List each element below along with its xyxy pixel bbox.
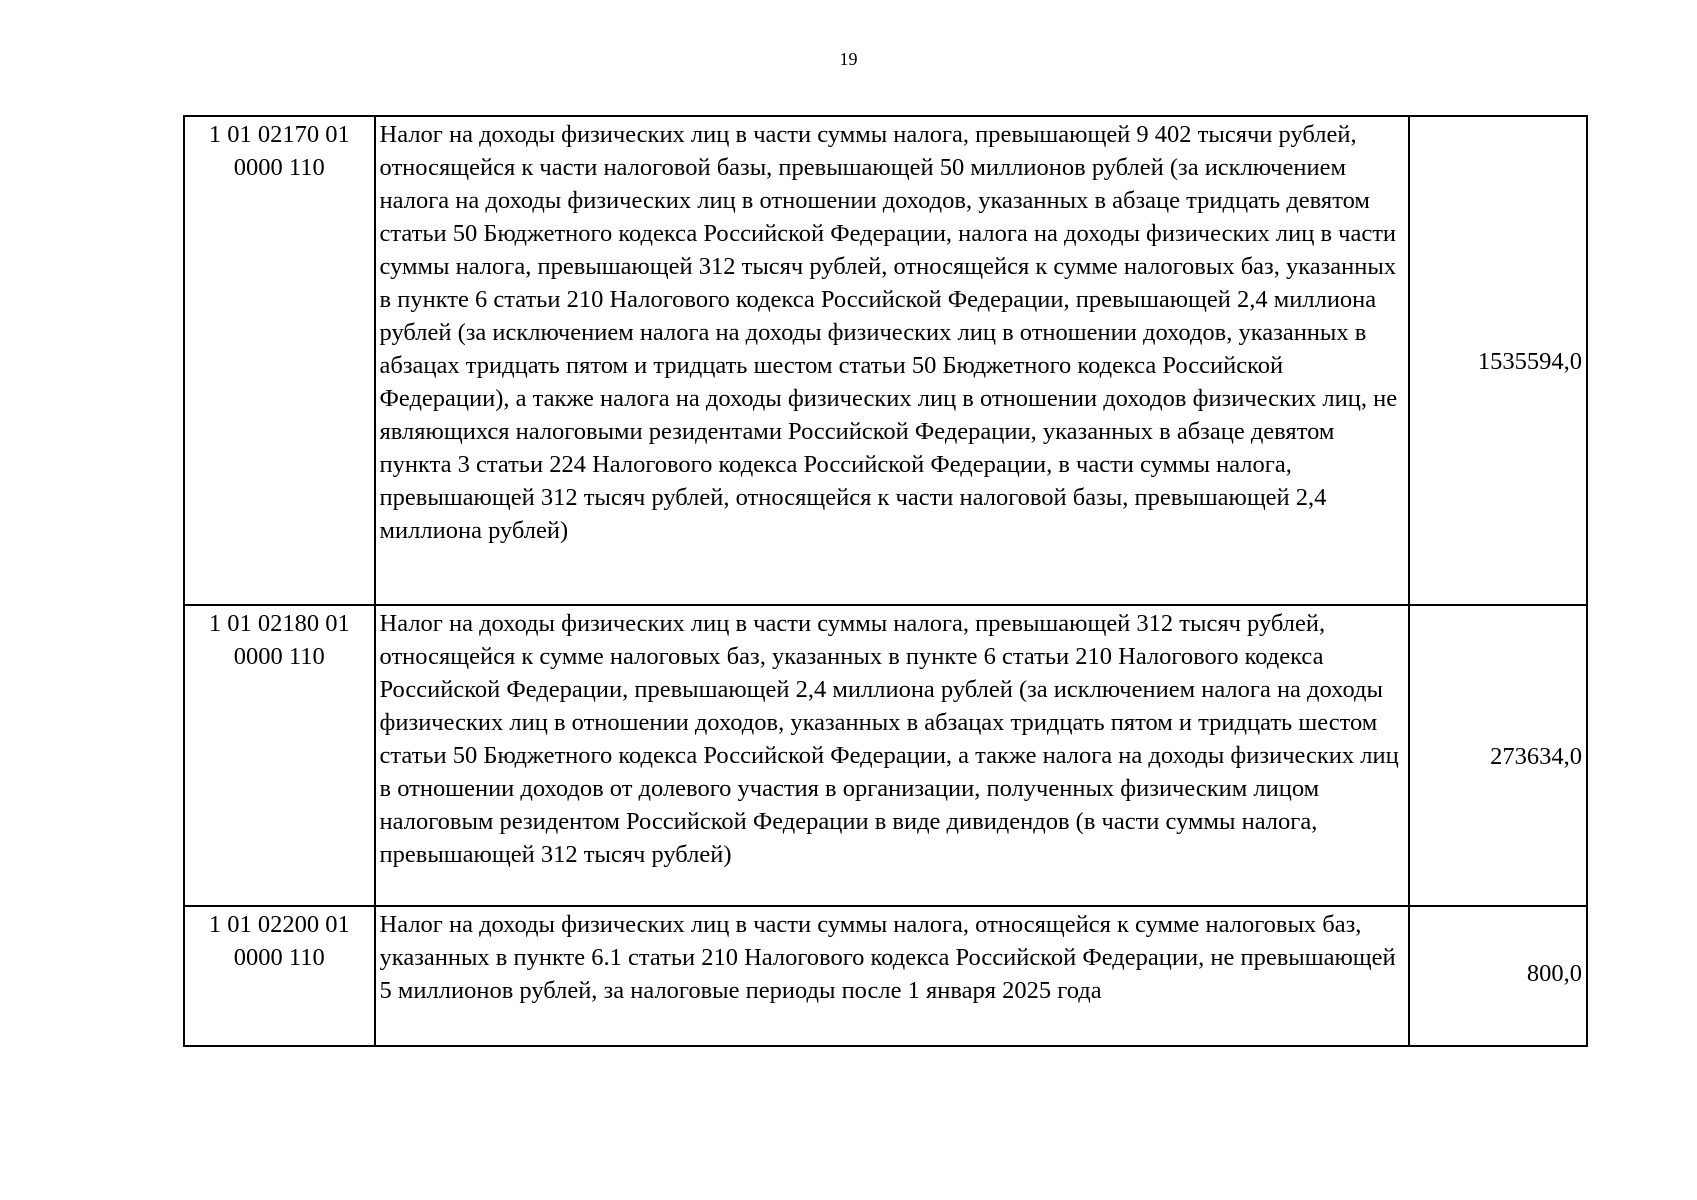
budget-code-cell bbox=[184, 906, 375, 1046]
budget-code-line: 0000 110 bbox=[233, 944, 325, 971]
budget-code-cell bbox=[184, 605, 375, 906]
amount-cell: 800,0 bbox=[1409, 906, 1587, 1046]
table-row bbox=[184, 605, 1587, 906]
table-row bbox=[184, 116, 1587, 605]
budget-code-line: 1 01 02170 01 bbox=[208, 121, 350, 148]
budget-code-line: 0000 110 bbox=[233, 154, 325, 181]
amount-cell: 1535594,0 bbox=[1409, 116, 1587, 605]
description-cell: Налог на доходы физических лиц в части суммы налога, превышающей 9 402 тысячи рублей, относящейся к части налоговой базы, превышающей 50 миллионов рублей (за исключением налога на доходы физических лиц в отношении доходов, указанных в абзаце тридцать девятом статьи 50 Бюджетного кодекса Российской Федерации, налога на доходы физических лиц в части суммы налога, превышающей 312 тысяч рублей, относящейся к сумме налоговых баз, указанных в пункте 6 статьи 210 Налогового кодекса Российской Федерации, превышающей 2,4 миллиона рублей (за исключением налога на доходы физических лиц в отношении доходов, указанных в абзацах тридцать пятом и тридцать шестом статьи 50 Бюджетного кодекса Российской Федерации), а также налога на доходы физических лиц в отношении доходов физических лиц, не являющихся налоговыми резидентами Российской Федерации, указанных в абзаце девятом пункта 3 статьи 224 Налогового кодекса Российской Федерации, в части суммы налога, превышающей 312 тысяч рублей, относящейся к части налоговой базы, превышающей 2,4 миллиона рублей) bbox=[375, 116, 1410, 605]
budget-code-line: 0000 110 bbox=[233, 643, 325, 670]
budget-code-line: 1 01 02180 01 bbox=[208, 610, 350, 637]
amount-cell: 273634,0 bbox=[1409, 605, 1587, 906]
page-number: 19 bbox=[839, 49, 858, 69]
budget-code-cell bbox=[184, 116, 375, 605]
budget-code-line: 1 01 02200 01 bbox=[208, 911, 350, 938]
description-cell: Налог на доходы физических лиц в части суммы налога, превышающей 312 тысяч рублей, относящейся к сумме налоговых баз, указанных в пункте 6 статьи 210 Налогового кодекса Российской Федерации, превышающей 2,4 миллиона рублей (за исключением налога на доходы физических лиц в отношении доходов, указанных в абзацах тридцать пятом и тридцать шестом статьи 50 Бюджетного кодекса Российской Федерации, а также налога на доходы физических лиц в отношении доходов от долевого участия в организации, полученных физическим лицом налоговым резидентом Российской Федерации в виде дивидендов (в части суммы налога, превышающей 312 тысяч рублей) bbox=[375, 605, 1410, 906]
budget-revenue-table bbox=[183, 115, 1588, 1047]
table-row bbox=[184, 906, 1587, 1046]
description-cell: Налог на доходы физических лиц в части суммы налога, относящейся к сумме налоговых баз, указанных в пункте 6.1 статьи 210 Налогового кодекса Российской Федерации, не превышающей 5 миллионов рублей, за налоговые периоды после 1 января 2025 года bbox=[375, 906, 1410, 1046]
